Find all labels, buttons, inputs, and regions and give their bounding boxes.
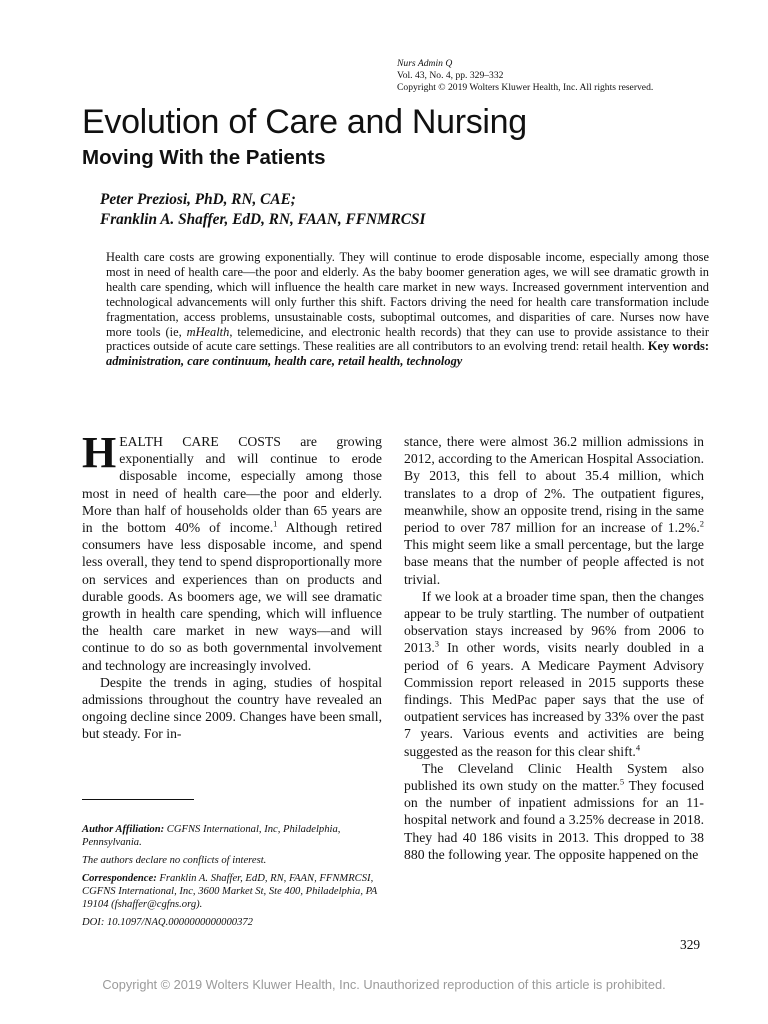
journal-name: Nurs Admin Q — [397, 58, 453, 69]
author-list — [100, 190, 425, 230]
paragraph-5: The Cleveland Clinic Health System also published its own study on the matter.$^5$ They focused on the number of inpatient admissions for an 11-hospital network and found a 3.25% decrease in 2018. They had 40 186 visits in 2013. This dropped to 38 880 the following year. The opposite happened on the — [404, 760, 704, 862]
keywords-label: Key words: — [647, 339, 709, 354]
article-subtitle: Moving With the Patients — [82, 146, 326, 169]
correspondence: Correspondence: Franklin A. Shaffer, EdD, RN, FAAN, FFNMRCSI, CGFNS International, Inc, 3600 Market St, Ste 400, Philadelphia, PA 19104 (fshaffer@cgfns.org). — [82, 873, 378, 910]
conflicts-statement: The authors declare no conflicts of interest. — [82, 855, 267, 866]
footnotes — [82, 823, 382, 934]
reference-4[interactable]: 4 — [635, 742, 641, 753]
journal-volume: Vol. 43, No. 4, pp. 329–332 — [397, 70, 504, 81]
author-affiliation: Author Affiliation: CGFNS International, Inc, Philadelphia, Pennsylvania. — [82, 824, 341, 848]
abstract-text-1: Health care costs are growing exponentially. They will continue to erode disposable income, especially among those most in need of health care—the poor and elderly. As the baby boomer generation ages, we will see dramatic growth in health care spending, which will influence the health care market in new ways. Increased government intervention and technological advancements will only further this shift. Factors driving the need for health care transformation include fragmentation, access problems, unsustainable costs, suboptimal outcomes, and disparities of care. Nurses now have more tools (ie, — [106, 250, 709, 339]
abstract-mhealth: mHealth — [186, 324, 230, 339]
paragraph-3: stance, there were almost 36.2 million admissions in 2012, according to the American Hospital Association. By 2013, this fell to about 35.4 million, which translates to a drop of 2%. The outpatient figures, meanwhile, show an opposite trend, rising in the same period to over 787 million for an increase of 1.2%.$^2$ This might seem like a small percentage, but the large base means that the number of people affected is not trivial. — [404, 434, 704, 587]
paragraph-4: If we look at a broader time span, then the changes appear to be truly startling. The number of outpatient observation stays increased by 96% from 2006 to 2013.$^3$ In other words, visits nearly doubled in a period of 6 years. A Medicare Payment Advisory Commission report released in 2015 supports these findings. This MedPac paper says that the use of outpatient services has increased by 33% over the past 7 years. Various events and activities are being suggested as the reason for this clear shift.$^4$ — [404, 588, 704, 759]
reference-2[interactable]: 2 — [699, 518, 704, 529]
journal-info — [397, 58, 653, 94]
author-1: Peter Preziosi, PhD, RN, CAE; — [100, 191, 296, 208]
drop-cap: H — [82, 428, 117, 477]
page-number: 329 — [680, 937, 701, 952]
reference-5[interactable]: 5 — [619, 776, 625, 787]
abstract — [106, 250, 709, 369]
article-title: Evolution of Care and Nursing — [82, 103, 527, 141]
footnote-divider — [82, 799, 194, 800]
reference-3[interactable]: 3 — [434, 638, 440, 649]
body-column-right — [404, 433, 704, 863]
reference-1[interactable]: 1 — [273, 518, 278, 529]
author-2: Franklin A. Shaffer, EdD, RN, FAAN, FFNMRCSI — [100, 211, 426, 228]
journal-copyright: Copyright © 2019 Wolters Kluwer Health, Inc. All rights reserved. — [397, 82, 654, 93]
keywords: administration, care continuum, health care, retail health, technology — [106, 354, 463, 369]
body-column-left — [82, 428, 382, 743]
doi: DOI: 10.1097/NAQ.0000000000000372 — [82, 917, 253, 928]
paragraph-2: Despite the trends in aging, studies of hospital admissions throughout the country have revealed an ongoing decline since 2009. Changes have been small, but steady. For in- — [82, 674, 382, 742]
copyright-footer: Copyright © 2019 Wolters Kluwer Health, Inc. Unauthorized reproduction of this article is prohibited. — [102, 977, 666, 992]
paragraph-1: HEALTH CARE COSTS are growing exponentially and will continue to erode disposable income, especially among those most in need of health care—the poor and elderly. More than half of households older than 65 years are in the bottom 40% of income.$^1$ Although retired consumers have less disposable income, and spend less overall, they tend to spend disproportionally more on services and experiences than on products and durable goods. As boomers age, we will see dramatic growth in health care spending, which will influence the health care market in new ways—and will continue to do so as both governmental involvement and technology are increasingly involved. — [82, 428, 382, 673]
abstract-text-2: , telemedicine, and electronic health records) that they can use to provide assistance to their practices outside of acute care settings. These realities are all contributors to an evolving trend: retail health. — [106, 324, 709, 354]
